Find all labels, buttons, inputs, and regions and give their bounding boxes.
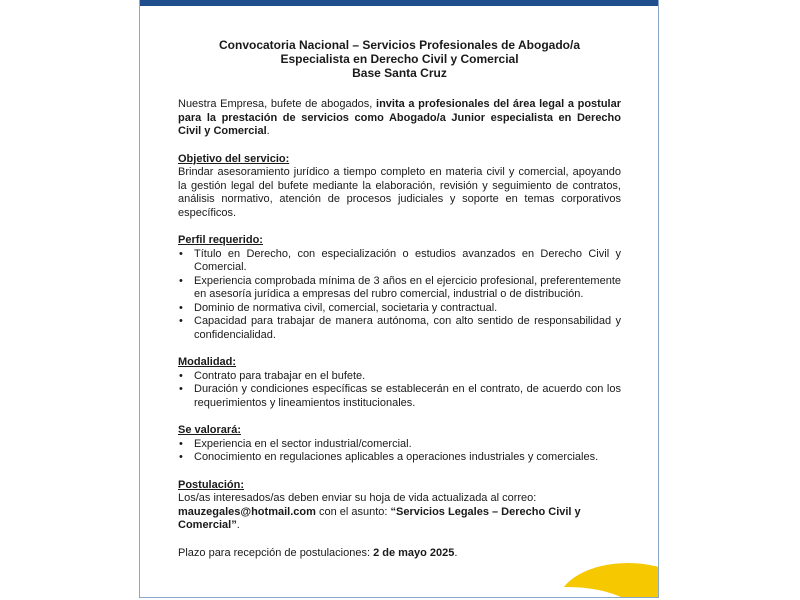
postulacion-end: .: [236, 519, 240, 531]
list-item: • Título en Derecho, con especialización o estudios avanzados en Derecho Civil y Comercial.: [178, 248, 621, 275]
document-content: [178, 38, 621, 560]
intro-end: .: [266, 125, 270, 137]
section-perfil: [178, 234, 621, 342]
intro-paragraph: [178, 98, 621, 139]
title-line-1: Convocatoria Nacional – Servicios Profesionales de Abogado/a: [219, 38, 580, 52]
postulacion-middle-text: con el asunto:: [315, 505, 391, 518]
postulacion-contact: [178, 506, 621, 533]
list-item: • Conocimiento en regulaciones aplicables a operaciones industriales y comerciales.: [178, 451, 621, 465]
section-postulacion: [178, 479, 621, 533]
postulacion-subject: “Servicios Legales – Derecho Civil y Comercial”: [178, 505, 581, 531]
section-objetivo: [178, 153, 621, 221]
plazo-date: 2 de mayo 2025: [373, 546, 455, 559]
plazo-end: .: [454, 546, 458, 559]
modalidad-list: [178, 370, 621, 411]
header-color-bar: [140, 0, 658, 6]
contact-email-link[interactable]: mauzegales@hotmail.com: [178, 505, 316, 518]
list-item: • Contrato para trabajar en el bufete.: [178, 370, 621, 384]
list-item: • Capacidad para trabajar de manera autónoma, con alto sentido de responsabilidad y confidencialidad.: [178, 315, 621, 342]
plazo-line: [178, 547, 621, 561]
intro-bold-text: invita a profesionales del área legal a postular para la prestación de servicios como Abogado/a Junior especialista en Derecho Civil y Comercial: [178, 98, 621, 137]
modalidad-heading: Modalidad:: [178, 356, 237, 368]
plazo-label: Plazo para recepción de postulaciones:: [178, 546, 374, 559]
section-valorara: [178, 424, 621, 465]
objetivo-text: Brindar asesoramiento jurídico a tiempo completo en materia civil y comercial, apoyando la gestión legal del bufete mediante la elaboración, revisión y seguimiento de contratos, análisis normativo, atención de procesos judiciales y soporte en temas corporativos específicos.: [178, 166, 621, 219]
postulacion-heading: Postulación:: [178, 478, 245, 491]
document-title: [178, 38, 621, 80]
title-line-3: Base Santa Cruz: [352, 66, 447, 80]
document-page: [139, 0, 659, 598]
list-item: • Duración y condiciones específicas se establecerán en el contrato, de acuerdo con los requerimientos y lineamientos institucionales.: [178, 383, 621, 410]
list-item: • Experiencia comprobada mínima de 3 años en el ejercicio profesional, preferentemente en asesoría jurídica a empresas del rubro comercial, industrial o de distribución.: [178, 275, 621, 302]
perfil-list: [178, 248, 621, 343]
list-item: • Dominio de normativa civil, comercial, societaria y contractual.: [178, 302, 621, 316]
objetivo-heading: Objetivo del servicio:: [178, 152, 290, 165]
valorara-list: [178, 438, 621, 465]
postulacion-instructions: Los/as interesados/as deben enviar su hoja de vida actualizada al correo:: [178, 492, 537, 504]
intro-plain-text: Nuestra Empresa, bufete de abogados,: [178, 98, 377, 110]
title-line-2: Especialista en Derecho Civil y Comercial: [280, 52, 519, 66]
valorara-heading: Se valorará:: [178, 424, 241, 436]
section-modalidad: [178, 356, 621, 410]
list-item: • Experiencia en el sector industrial/comercial.: [178, 438, 621, 452]
perfil-heading: Perfil requerido:: [178, 234, 263, 246]
